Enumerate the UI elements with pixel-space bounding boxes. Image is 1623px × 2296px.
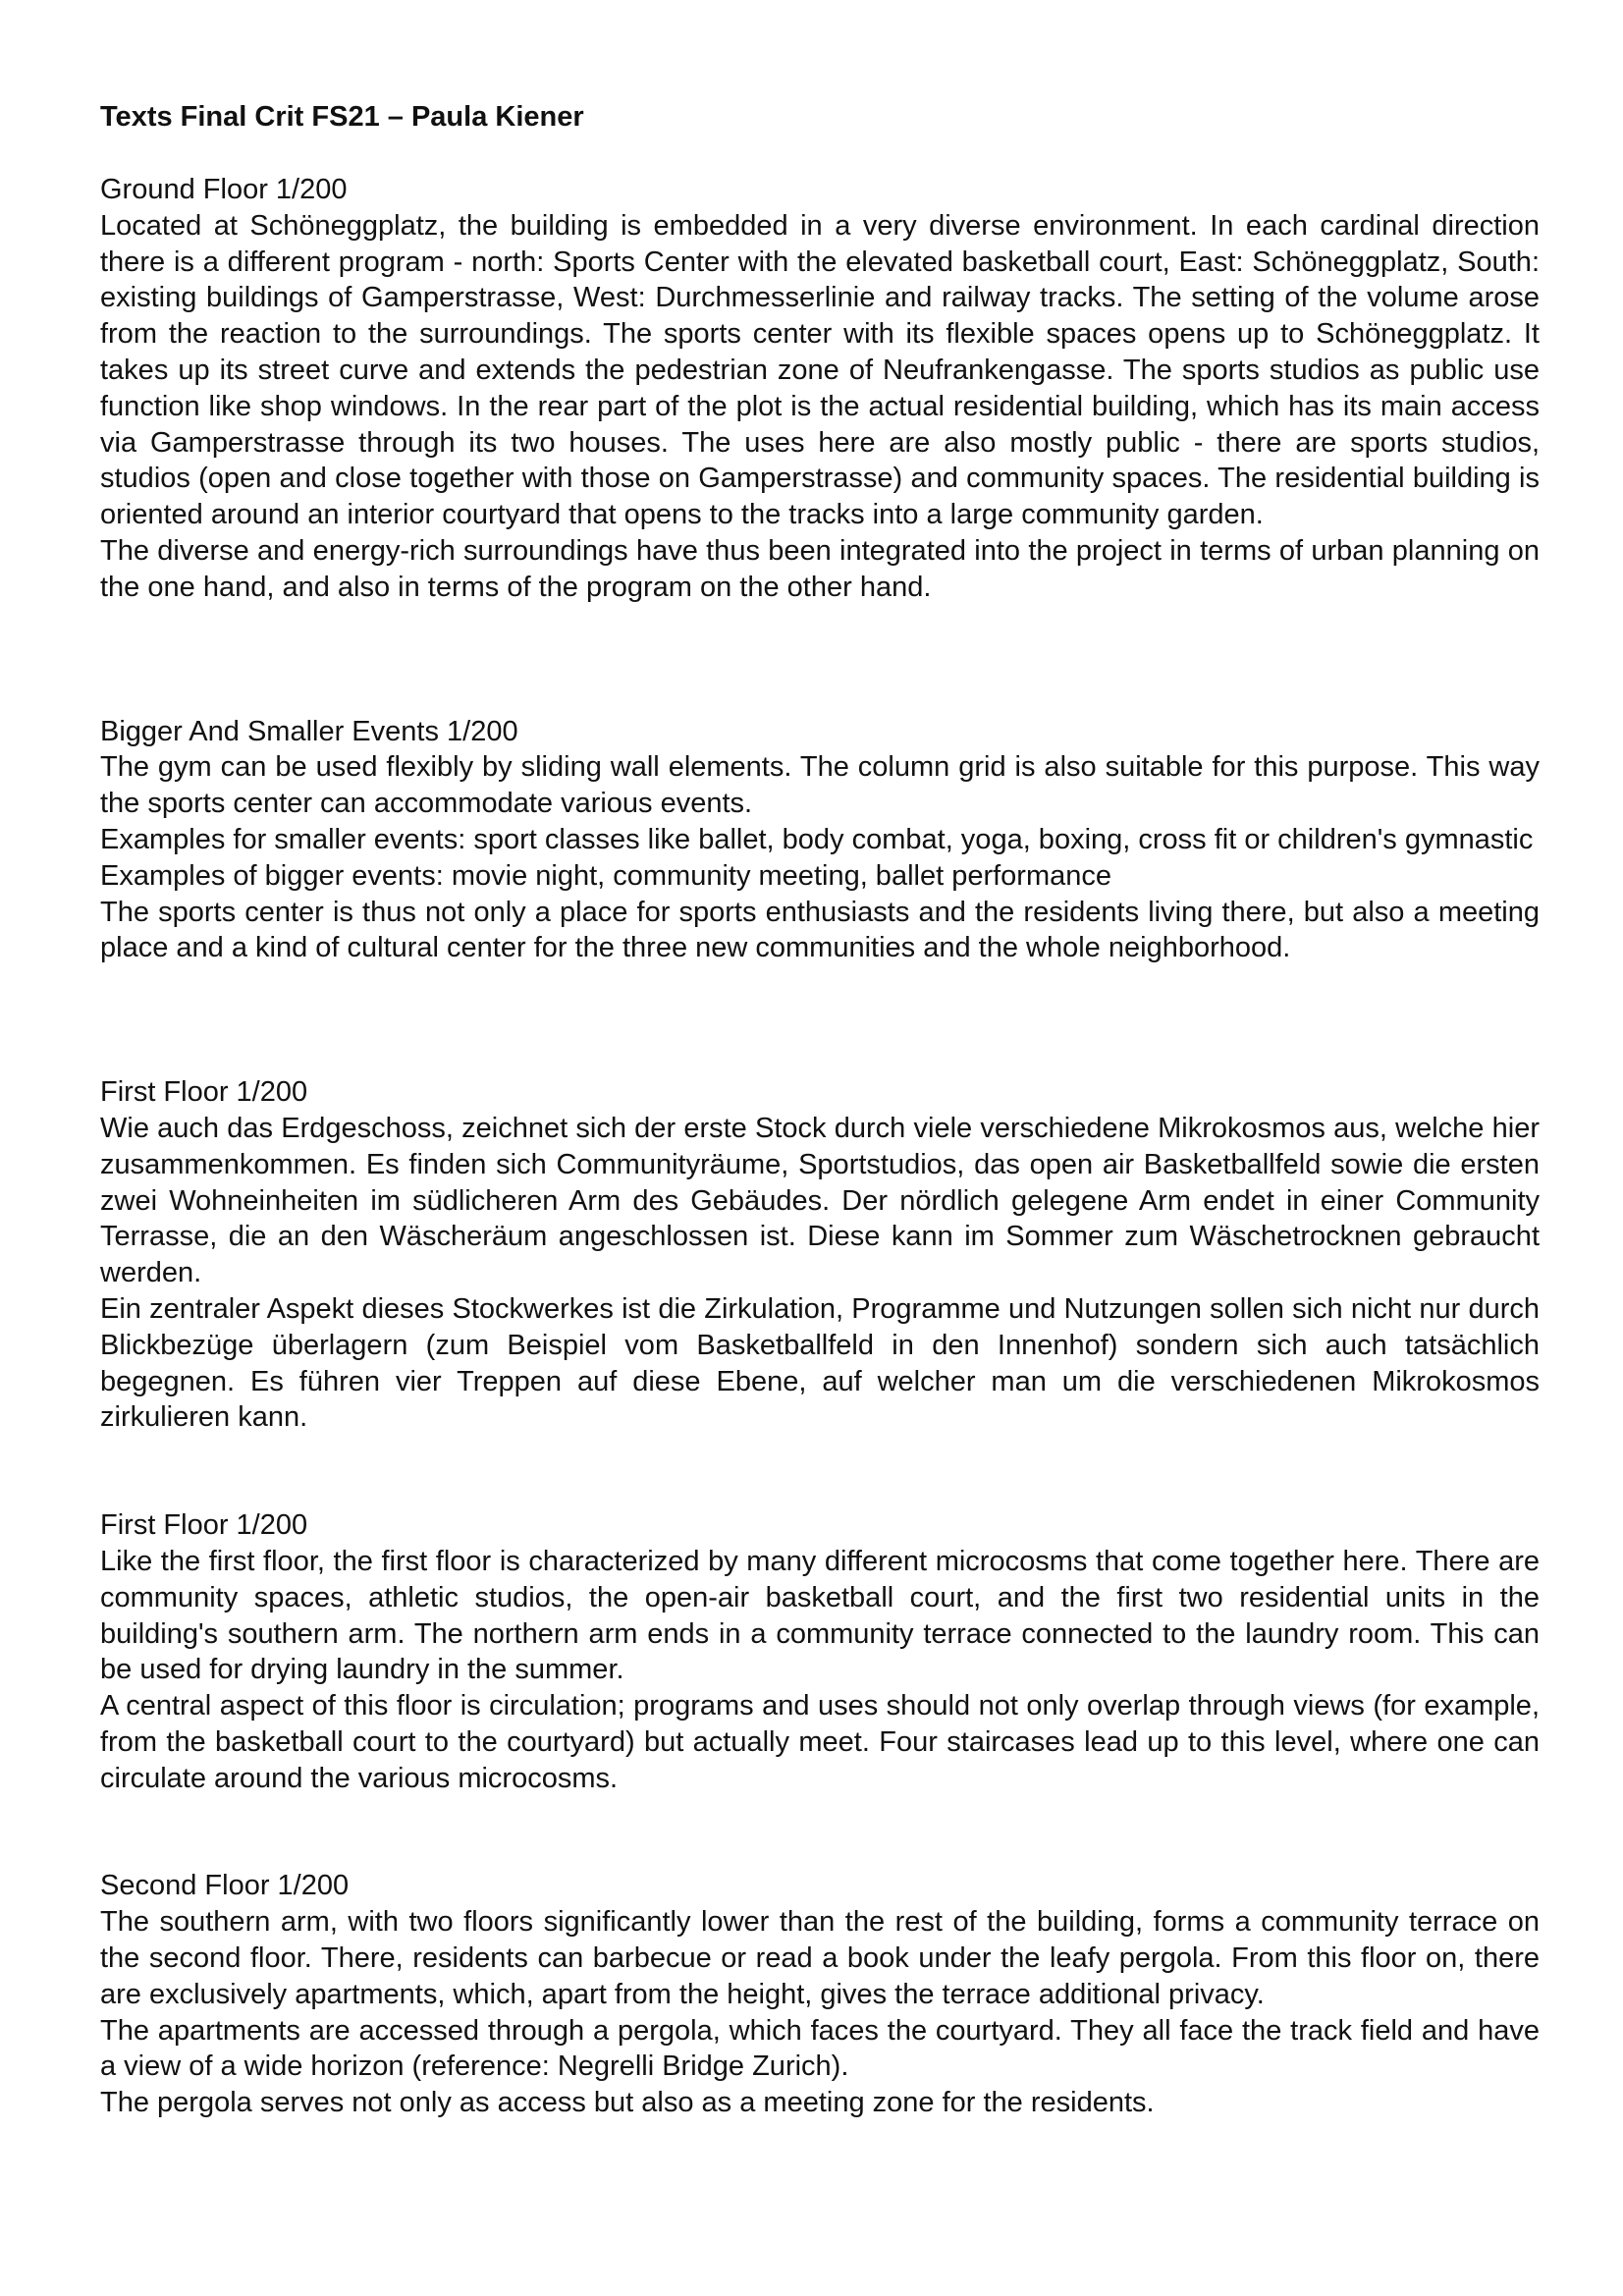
paragraph: Like the first floor, the first floor is characterized by many different microcosms that come together here. There are community spaces, athletic studios, the open-air basketball court, and the first two residential units in the building's southern arm. The northern arm ends in a community terrace connected to the laundry room. This can be used for drying laundry in the summer. xyxy=(100,1545,1540,1686)
paragraph: The southern arm, with two floors significantly lower than the rest of the building, forms a community terrace on the second floor. There, residents can barbecue or read a book under the leafy pergola. From this floor on, there are exclusively apartments, which, apart from the height, gives the terrace additional privacy. xyxy=(100,1906,1540,2010)
section-heading: First Floor 1/200 xyxy=(100,1076,308,1109)
section-heading: Second Floor 1/200 xyxy=(100,1870,350,1902)
section-second-floor xyxy=(100,1868,1540,2121)
paragraph: The gym can be used flexibly by sliding wall elements. The column grid is also suitable for this purpose. This way the sports center can accommodate various events. xyxy=(100,751,1540,820)
paragraph: A central aspect of this floor is circulation; programs and uses should not only overlap through views (for example, from the basketball court to the courtyard) but actually meet. Four staircases lead up to this level, where one can circulate around the various microcosms. xyxy=(100,1690,1540,1794)
section-events xyxy=(100,714,1540,967)
section-heading: Bigger And Smaller Events 1/200 xyxy=(100,715,518,747)
paragraph: Examples for smaller events: sport classes like ballet, body combat, yoga, boxing, cross fit or children's gymnastic xyxy=(100,823,1534,855)
document-title: Texts Final Crit FS21 – Paula Kiener xyxy=(100,101,584,133)
document-page xyxy=(100,98,1540,2121)
section-heading: First Floor 1/200 xyxy=(100,1509,308,1542)
paragraph: The apartments are accessed through a pergola, which faces the courtyard. They all face the track field and have a view of a wide horizon (reference: Negrelli Bridge Zurich). xyxy=(100,2014,1540,2083)
section-ground-floor xyxy=(100,172,1540,606)
paragraph: Ein zentraler Aspekt dieses Stockwerkes ist die Zirkulation, Programme und Nutzungen sollen sich nicht nur durch Blickbezüge überlagern (zum Beispiel vom Basketballfeld in den Innenhof) sondern sich auch tatsächlich begegnen. Es führen vier Treppen auf diese Ebene, auf welcher man um die verschiedenen Mikrokosmos zirkulieren kann. xyxy=(100,1292,1540,1434)
section-first-floor-german xyxy=(100,1074,1540,1436)
paragraph: Examples of bigger events: movie night, community meeting, ballet performance xyxy=(100,859,1111,892)
section-spacer xyxy=(100,1436,1540,1507)
paragraph: Wie auch das Erdgeschoss, zeichnet sich der erste Stock durch viele verschiedene Mikrokosmos aus, welche hier zusammenkommen. Es finden sich Communityräume, Sportstudios, das open air Basketballfeld sowie die ersten zwei Wohneinheiten im südlicheren Arm des Gebäudes. Der nördlich gelegene Arm endet in einer Community Terrasse, die an den Wäscheräum angeschlossen ist. Diese kann im Sommer zum Wäschetrocknen gebraucht werden. xyxy=(100,1112,1540,1289)
section-heading: Ground Floor 1/200 xyxy=(100,174,348,205)
paragraph: The diverse and energy-rich surroundings have thus been integrated into the project in terms of urban planning on the one hand, and also in terms of the program on the other hand. xyxy=(100,534,1540,603)
section-first-floor-english xyxy=(100,1507,1540,1796)
paragraph: The sports center is thus not only a place for sports enthusiasts and the residents living there, but also a meeting place and a kind of cultural center for the three new communities and the whole neighborhood. xyxy=(100,896,1540,964)
section-spacer xyxy=(100,1796,1540,1868)
paragraph: The pergola serves not only as access but also as a meeting zone for the residents. xyxy=(100,2087,1155,2119)
section-spacer xyxy=(100,606,1540,714)
paragraph: Located at Schöneggplatz, the building is embedded in a very diverse environment. In each cardinal direction there is a different program - north: Sports Center with the elevated basketball court, East: Schöneggplatz, South: existing buildings of Gamperstrasse, West: Durchmesserlinie and railway tracks. The setting of the volume arose from the reaction to the surroundings. The sports center with its flexible spaces opens up to Schöneggplatz. It takes up its street curve and extends the pedestrian zone of Neufrankengasse. The sports studios as public use function like shop windows. In the rear part of the plot is the actual residential building, which has its main access via Gamperstrasse through its two houses. The uses here are also mostly public - there are sports studios, studios (open and close together with those on Gamperstrasse) and community spaces. The residential building is oriented around an interior courtyard that opens to the tracks into a large community garden. xyxy=(100,209,1540,531)
section-spacer xyxy=(100,966,1540,1074)
